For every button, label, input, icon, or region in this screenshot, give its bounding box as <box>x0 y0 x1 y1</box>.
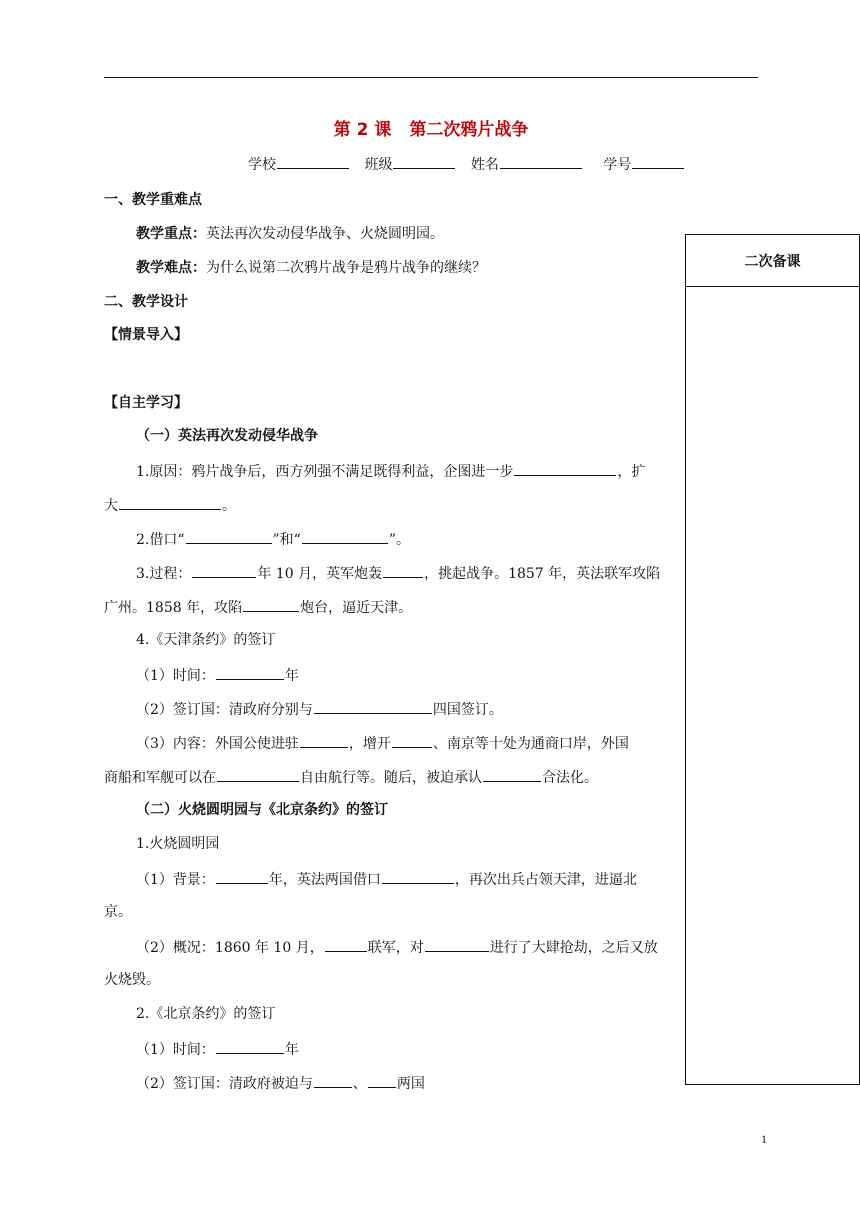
number-blank[interactable] <box>632 154 684 169</box>
beijing-parties-sep: 、 <box>352 1076 367 1092</box>
pretext-text-2: ”和“ <box>272 532 301 548</box>
cause-text-3: 大 <box>104 498 118 514</box>
process-blank-3[interactable] <box>243 597 299 612</box>
cause-blank-1[interactable] <box>514 461 616 476</box>
beijing-parties-blank-2[interactable] <box>368 1073 396 1088</box>
secondary-prep-box <box>685 234 860 1085</box>
page-title <box>104 115 758 140</box>
overview-blank-1[interactable] <box>325 937 367 952</box>
part1-heading: （一）英法再次发动侵华战争 <box>136 428 318 444</box>
tianjin-content-blank-2[interactable] <box>392 733 432 748</box>
header-rule <box>104 77 758 78</box>
number-label: 学号 <box>603 157 632 173</box>
difficulty-line <box>136 259 486 277</box>
tianjin-parties-line <box>136 699 503 719</box>
part2-heading: （二）火烧圆明园与《北京条约》的签订 <box>136 802 388 818</box>
cause-line-2 <box>104 495 236 515</box>
tianjin-content-text-5: 自由航行等。随后，被迫承认 <box>300 770 482 786</box>
tianjin-parties-label: （2）签订国：清政府分别与 <box>136 702 313 718</box>
school-blank[interactable] <box>277 154 349 169</box>
tianjin-content-blank-1[interactable] <box>300 733 348 748</box>
tianjin-parties-text: 四国签订。 <box>432 702 503 718</box>
process-text: 3.过程： <box>136 566 192 582</box>
background-label: （1）背景： <box>136 872 215 888</box>
secondary-prep-heading: 二次备课 <box>686 235 859 287</box>
tianjin-content-text: （3）内容：外国公使进驻 <box>136 736 299 752</box>
class-blank[interactable] <box>393 154 455 169</box>
pretext-line <box>136 529 410 549</box>
overview-text: 联军，对 <box>367 940 424 956</box>
tianjin-content-text-6: 合法化。 <box>542 770 598 786</box>
beijing-time-label: （1）时间： <box>136 1042 215 1058</box>
background-line <box>136 869 637 889</box>
class-label: 班级 <box>364 157 393 173</box>
cause-text-4: 。 <box>222 498 236 514</box>
tianjin-time-line <box>136 665 299 685</box>
beijing-heading: 2.《北京条约》的签订 <box>136 1006 276 1022</box>
background-blank-2[interactable] <box>382 869 454 884</box>
overview-text-2: 进行了大肆抢劫，之后又放 <box>489 940 658 956</box>
pretext-blank-2[interactable] <box>302 529 388 544</box>
process-text-4: 广州。1858 年，攻陷 <box>104 600 243 616</box>
beijing-parties-text: 两国 <box>396 1076 425 1092</box>
background-blank-1[interactable] <box>216 869 268 884</box>
difficulty-text: 为什么说第二次鸦片战争是鸦片战争的继续？ <box>206 260 486 276</box>
key-point-line <box>136 225 444 243</box>
lesson-name: 第二次鸦片战争 <box>409 120 529 140</box>
key-point-label: 教学重点： <box>136 226 206 242</box>
pretext-text: 2.借口“ <box>136 532 185 548</box>
tianjin-heading: 4.《天津条约》的签订 <box>136 632 276 648</box>
pretext-blank-1[interactable] <box>186 529 272 544</box>
tianjin-parties-blank[interactable] <box>314 699 432 714</box>
beijing-parties-label: （2）签订国：清政府被迫与 <box>136 1076 313 1092</box>
lesson-number: 第 2 课 <box>333 120 392 140</box>
overview-line <box>136 937 658 957</box>
beijing-time-blank[interactable] <box>216 1039 284 1054</box>
pretext-text-3: ”。 <box>388 532 411 548</box>
background-text-2: ，再次出兵占领天津，进逼北 <box>454 872 637 888</box>
difficulty-label: 教学难点： <box>136 260 206 276</box>
tianjin-time-label: （1）时间： <box>136 668 215 684</box>
tianjin-content-text-4: 商船和军舰可以在 <box>104 770 216 786</box>
section-heading-2: 二、教学设计 <box>104 294 188 310</box>
name-blank[interactable] <box>500 154 582 169</box>
background-text: 年，英法两国借口 <box>268 872 381 888</box>
beijing-parties-blank-1[interactable] <box>314 1073 352 1088</box>
key-point-text: 英法再次发动侵华战争、火烧圆明园。 <box>206 226 444 242</box>
beijing-parties-line <box>136 1073 425 1093</box>
cause-text-2: ，扩 <box>617 464 646 480</box>
beijing-time-line <box>136 1039 299 1059</box>
process-line <box>136 563 660 583</box>
cause-blank-2[interactable] <box>119 495 221 510</box>
beijing-time-unit: 年 <box>284 1042 299 1058</box>
tianjin-content-line <box>136 733 629 753</box>
tianjin-content-line-2 <box>104 767 598 787</box>
overview-blank-2[interactable] <box>425 937 489 952</box>
cause-text: 1.原因：鸦片战争后，西方列强不满足既得利益，企图进一步 <box>136 464 514 480</box>
tianjin-content-blank-4[interactable] <box>483 767 541 782</box>
process-text-5: 炮台，逼近天津。 <box>300 600 413 616</box>
overview-label: （2）概况：1860 年 10 月， <box>136 940 324 956</box>
tianjin-content-text-2: ，增开 <box>348 736 391 752</box>
self-study-heading: 【自主学习】 <box>104 395 188 411</box>
page-number: 1 <box>761 1132 767 1146</box>
burning-heading: 1.火烧圆明园 <box>136 836 220 852</box>
section-heading-1: 一、教学重难点 <box>104 192 202 208</box>
intro-heading: 【情景导入】 <box>104 327 188 343</box>
overview-line-2: 火烧毁。 <box>104 972 160 988</box>
tianjin-content-blank-3[interactable] <box>217 767 299 782</box>
cause-line <box>136 461 645 481</box>
process-text-3: ，挑起战争。1857 年，英法联军攻陷 <box>424 566 661 582</box>
tianjin-time-blank[interactable] <box>216 665 284 680</box>
tianjin-time-unit: 年 <box>284 668 299 684</box>
tianjin-content-text-3: 、南京等十处为通商口岸，外国 <box>432 736 629 752</box>
process-text-2: 年 10 月，英军炮轰 <box>257 566 383 582</box>
student-info-row <box>248 154 695 174</box>
name-label: 姓名 <box>470 157 499 173</box>
process-blank-1[interactable] <box>192 563 256 578</box>
process-blank-2[interactable] <box>383 563 423 578</box>
school-label: 学校 <box>248 157 276 173</box>
background-line-2: 京。 <box>104 904 132 920</box>
process-line-2 <box>104 597 412 617</box>
